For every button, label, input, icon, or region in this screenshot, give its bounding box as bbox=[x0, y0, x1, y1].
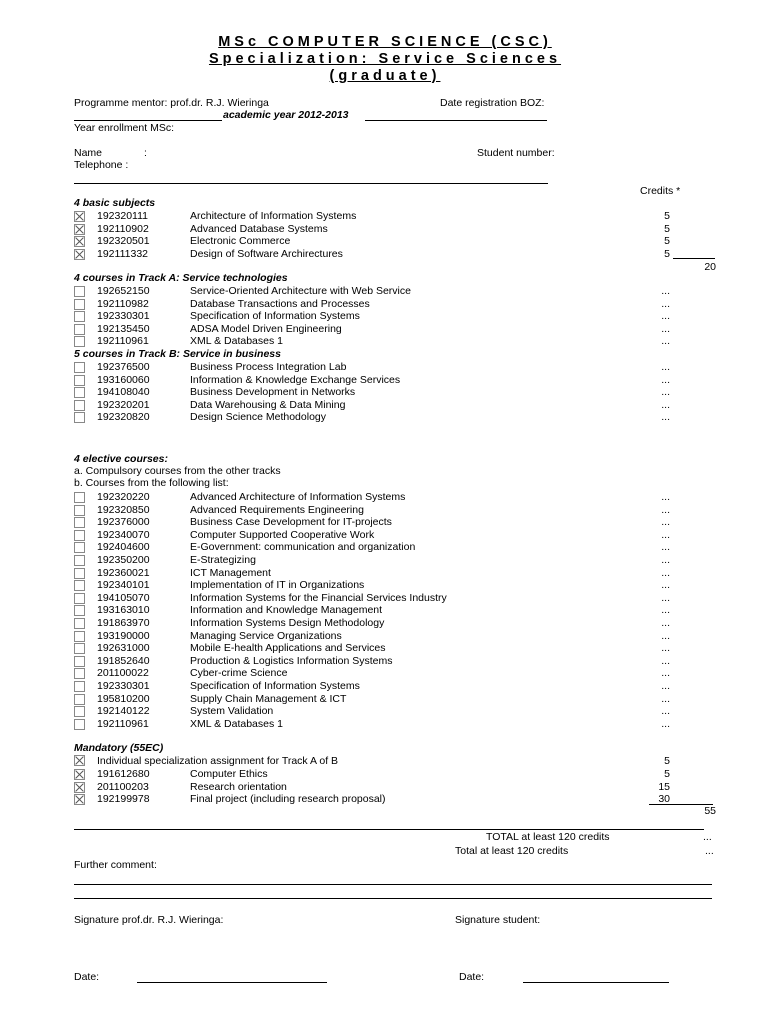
student-number-label: Student number: bbox=[477, 147, 555, 159]
course-name: Cyber-crime Science bbox=[190, 667, 288, 680]
document-title: MSc COMPUTER SCIENCE (CSC) bbox=[218, 34, 552, 50]
course-code: 191852640 bbox=[97, 654, 150, 667]
mandatory-total: 55 bbox=[704, 805, 716, 817]
checkbox[interactable] bbox=[74, 362, 85, 373]
course-name: XML & Databases 1 bbox=[190, 335, 283, 348]
checkbox[interactable] bbox=[74, 755, 85, 766]
course-credits: 5 bbox=[664, 247, 670, 260]
course-row bbox=[0, 529, 770, 541]
course-code: 192140122 bbox=[97, 705, 150, 718]
programme-mentor: Programme mentor: prof.dr. R.J. Wieringa bbox=[74, 97, 269, 109]
underline bbox=[74, 120, 222, 121]
course-row bbox=[0, 667, 770, 679]
elective-line-a: a. Compulsory courses from the other tracks bbox=[74, 465, 281, 477]
track-b-heading: 5 courses in Track B: Service in business bbox=[74, 348, 281, 360]
course-name: Final project (including research proposal) bbox=[190, 793, 386, 806]
course-code: 194105070 bbox=[97, 591, 150, 604]
course-credits: ... bbox=[661, 642, 670, 655]
course-code: 192340070 bbox=[97, 528, 150, 541]
course-name: Advanced Architecture of Information Systems bbox=[190, 491, 406, 503]
course-row bbox=[0, 223, 770, 235]
course-code: 192110902 bbox=[97, 222, 149, 235]
course-credits: ... bbox=[661, 411, 670, 424]
course-row bbox=[0, 705, 770, 717]
checkbox[interactable] bbox=[74, 719, 85, 730]
checkbox[interactable] bbox=[74, 324, 85, 335]
course-code: 193163010 bbox=[97, 604, 150, 617]
course-row bbox=[0, 630, 770, 642]
course-credits: ... bbox=[661, 398, 670, 411]
checkbox[interactable] bbox=[74, 492, 85, 503]
course-credits: ... bbox=[661, 591, 670, 604]
course-credits: ... bbox=[661, 604, 670, 617]
course-name: Computer Ethics bbox=[190, 768, 268, 780]
course-code: 192320850 bbox=[97, 503, 150, 516]
course-name: XML & Databases 1 bbox=[190, 717, 283, 730]
checkbox[interactable] bbox=[74, 236, 85, 247]
date-left-field[interactable] bbox=[137, 982, 327, 983]
course-credits: 15 bbox=[658, 780, 670, 793]
basic-total: 20 bbox=[704, 261, 716, 273]
course-row bbox=[0, 235, 770, 247]
checkbox[interactable] bbox=[74, 311, 85, 322]
course-credits: ... bbox=[661, 503, 670, 516]
telephone-label: Telephone : bbox=[74, 159, 129, 171]
course-row bbox=[0, 604, 770, 616]
course-name: Advanced Database Systems bbox=[190, 222, 328, 235]
course-code: 192199978 bbox=[97, 793, 150, 806]
course-name: Information & Knowledge Exchange Services bbox=[190, 373, 401, 386]
course-credits: ... bbox=[661, 692, 670, 705]
course-code: 192404600 bbox=[97, 541, 150, 554]
course-row bbox=[0, 617, 770, 629]
year-enrollment-label: Year enrollment MSc: bbox=[74, 122, 174, 134]
elective-line-b: b. Courses from the following list: bbox=[74, 477, 229, 489]
course-code: 192376000 bbox=[97, 516, 150, 529]
total-value-2: ... bbox=[705, 845, 714, 857]
course-name: Advanced Requirements Engineering bbox=[190, 503, 364, 516]
course-name: ADSA Model Driven Engineering bbox=[190, 322, 342, 335]
checkbox[interactable] bbox=[74, 580, 85, 591]
course-code: 192110982 bbox=[97, 297, 149, 310]
course-code: 192320820 bbox=[97, 411, 150, 424]
signature-mentor-label: Signature prof.dr. R.J. Wieringa: bbox=[74, 914, 224, 926]
course-code: 192652150 bbox=[97, 285, 150, 297]
course-name: Design Science Methodology bbox=[190, 411, 326, 424]
course-code: 192330301 bbox=[97, 680, 150, 692]
course-name: Business Process Integration Lab bbox=[190, 361, 347, 373]
course-credits: 5 bbox=[664, 768, 670, 780]
checkbox[interactable] bbox=[74, 681, 85, 692]
course-row bbox=[0, 680, 770, 692]
checkbox[interactable] bbox=[74, 656, 85, 667]
course-credits: ... bbox=[661, 386, 670, 399]
course-credits: ... bbox=[661, 541, 670, 554]
separator-line bbox=[74, 183, 548, 184]
course-row bbox=[0, 323, 770, 335]
course-code: 191863970 bbox=[97, 617, 150, 629]
course-name: E-Strategizing bbox=[190, 554, 256, 566]
checkbox[interactable] bbox=[74, 631, 85, 642]
course-row bbox=[0, 567, 770, 579]
course-credits: ... bbox=[661, 566, 670, 579]
course-credits: ... bbox=[661, 554, 670, 566]
course-code: 192320201 bbox=[97, 398, 150, 411]
course-row bbox=[0, 399, 770, 411]
course-code: 192330301 bbox=[97, 310, 150, 323]
mandatory-first-credits: 5 bbox=[664, 755, 670, 767]
total-value-1: ... bbox=[703, 831, 712, 843]
course-name: Managing Service Organizations bbox=[190, 629, 342, 642]
checkbox[interactable] bbox=[74, 555, 85, 566]
course-code: 192340101 bbox=[97, 579, 150, 592]
course-credits: ... bbox=[661, 491, 670, 503]
document-subtitle: Specialization: Service Sciences bbox=[208, 51, 562, 67]
mandatory-heading: Mandatory (55EC) bbox=[74, 742, 164, 754]
date-right-field[interactable] bbox=[523, 982, 669, 983]
checkbox[interactable] bbox=[74, 505, 85, 516]
course-name: Electronic Commerce bbox=[190, 235, 291, 248]
course-credits: ... bbox=[661, 310, 670, 323]
course-name: Information Systems for the Financial Services Industry bbox=[190, 591, 447, 604]
course-credits: ... bbox=[661, 322, 670, 335]
date-left-label: Date: bbox=[74, 971, 100, 983]
course-row bbox=[0, 491, 770, 503]
checkbox[interactable] bbox=[74, 211, 85, 222]
checkbox[interactable] bbox=[74, 517, 85, 528]
course-row bbox=[0, 411, 770, 423]
course-name: Research orientation bbox=[190, 780, 287, 793]
checkbox[interactable] bbox=[74, 224, 85, 235]
course-row bbox=[0, 642, 770, 654]
course-credits: ... bbox=[661, 667, 670, 680]
course-code: 201100022 bbox=[97, 667, 149, 680]
course-credits: ... bbox=[661, 361, 670, 373]
course-credits: 5 bbox=[664, 210, 670, 222]
course-credits: ... bbox=[661, 335, 670, 348]
checkbox[interactable] bbox=[74, 643, 85, 654]
signature-student-label: Signature student: bbox=[455, 914, 541, 926]
course-name: Business Case Development for IT-projects bbox=[190, 516, 392, 529]
checkbox[interactable] bbox=[74, 618, 85, 629]
elective-heading: 4 elective courses: bbox=[74, 453, 168, 465]
course-row bbox=[0, 298, 770, 310]
course-row bbox=[0, 335, 770, 347]
course-name: System Validation bbox=[190, 705, 274, 718]
further-comment-label: Further comment: bbox=[74, 859, 157, 871]
checkbox[interactable] bbox=[74, 605, 85, 616]
checkbox[interactable] bbox=[74, 375, 85, 386]
course-name: Information Systems Design Methodology bbox=[190, 617, 385, 629]
comment-line[interactable] bbox=[74, 884, 712, 885]
course-row bbox=[0, 285, 770, 297]
course-name: Database Transactions and Processes bbox=[190, 297, 370, 310]
checkbox[interactable] bbox=[74, 412, 85, 423]
document-subtitle-level: (graduate) bbox=[329, 68, 441, 84]
checkbox[interactable] bbox=[74, 706, 85, 717]
course-row bbox=[0, 693, 770, 705]
checkbox[interactable] bbox=[74, 400, 85, 411]
course-credits: ... bbox=[661, 617, 670, 629]
name-label: Name bbox=[74, 147, 103, 159]
course-credits: ... bbox=[661, 297, 670, 310]
checkbox[interactable] bbox=[74, 336, 85, 347]
course-code: 192320501 bbox=[97, 235, 150, 248]
course-credits: 30 bbox=[658, 793, 670, 806]
course-credits: ... bbox=[661, 654, 670, 667]
course-code: 192110961 bbox=[97, 717, 149, 730]
course-name: Specification of Information Systems bbox=[190, 310, 360, 323]
course-code: 193190000 bbox=[97, 629, 150, 642]
course-code: 192360021 bbox=[97, 566, 150, 579]
course-name: Service-Oriented Architecture with Web Service bbox=[190, 285, 411, 297]
checkbox[interactable] bbox=[74, 542, 85, 553]
comment-line[interactable] bbox=[74, 898, 712, 899]
total-label-2: Total at least 120 credits bbox=[455, 845, 569, 857]
course-credits: ... bbox=[661, 516, 670, 529]
course-name: Mobile E-health Applications and Services bbox=[190, 642, 386, 655]
checkbox[interactable] bbox=[74, 769, 85, 780]
course-row bbox=[0, 516, 770, 528]
course-code: 192376500 bbox=[97, 361, 150, 373]
course-row bbox=[0, 579, 770, 591]
checkbox[interactable] bbox=[74, 249, 85, 260]
checkbox[interactable] bbox=[74, 694, 85, 705]
course-row bbox=[0, 768, 770, 780]
course-credits: ... bbox=[661, 680, 670, 692]
course-row bbox=[0, 554, 770, 566]
course-name: Information and Knowledge Management bbox=[190, 604, 383, 617]
course-code: 192320220 bbox=[97, 491, 150, 503]
course-row bbox=[0, 504, 770, 516]
course-code: 192320111 bbox=[97, 210, 148, 222]
course-code: 194108040 bbox=[97, 386, 150, 399]
course-credits: ... bbox=[661, 579, 670, 592]
date-registration-label: Date registration BOZ: bbox=[440, 97, 545, 109]
course-code: 192135450 bbox=[97, 322, 150, 335]
separator-line bbox=[74, 829, 704, 830]
subtotal-line bbox=[673, 258, 715, 259]
course-code: 192350200 bbox=[97, 554, 150, 566]
checkbox[interactable] bbox=[74, 530, 85, 541]
course-row bbox=[0, 248, 770, 260]
course-name: Specification of Information Systems bbox=[190, 680, 360, 692]
course-credits: ... bbox=[661, 629, 670, 642]
course-row bbox=[0, 310, 770, 322]
checkbox[interactable] bbox=[74, 593, 85, 604]
track-a-heading: 4 courses in Track A: Service technologies bbox=[74, 272, 288, 284]
course-row bbox=[0, 210, 770, 222]
course-row bbox=[0, 592, 770, 604]
course-code: 195810200 bbox=[97, 692, 150, 705]
total-label-1: TOTAL at least 120 credits bbox=[486, 831, 610, 843]
checkbox[interactable] bbox=[74, 387, 85, 398]
course-credits: 5 bbox=[664, 235, 670, 248]
course-credits: ... bbox=[661, 717, 670, 730]
course-row bbox=[0, 361, 770, 373]
course-credits: ... bbox=[661, 373, 670, 386]
checkbox[interactable] bbox=[74, 794, 85, 805]
checkbox[interactable] bbox=[74, 299, 85, 310]
course-row bbox=[0, 655, 770, 667]
mandatory-first-name: Individual specialization assignment for Track A of B bbox=[97, 755, 339, 767]
course-code: 201100203 bbox=[97, 780, 149, 793]
name-colon: : bbox=[144, 147, 147, 159]
course-credits: ... bbox=[661, 528, 670, 541]
course-name: Design of Software Archirectures bbox=[190, 247, 343, 260]
course-name: Supply Chain Management & ICT bbox=[190, 692, 347, 705]
course-name: Data Warehousing & Data Mining bbox=[190, 398, 346, 411]
course-name: Computer Supported Cooperative Work bbox=[190, 528, 375, 541]
course-row bbox=[0, 374, 770, 386]
checkbox[interactable] bbox=[74, 286, 85, 297]
course-row bbox=[0, 386, 770, 398]
basic-subjects-heading: 4 basic subjects bbox=[74, 197, 156, 209]
course-code: 193160060 bbox=[97, 373, 150, 386]
course-code: 192631000 bbox=[97, 642, 150, 655]
course-credits: ... bbox=[661, 705, 670, 718]
academic-year: academic year 2012-2013 bbox=[223, 109, 349, 121]
checkbox[interactable] bbox=[74, 568, 85, 579]
course-name: Architecture of Information Systems bbox=[190, 210, 357, 222]
course-name: Production & Logistics Information Systems bbox=[190, 654, 393, 667]
course-row bbox=[0, 781, 770, 793]
course-name: Implementation of IT in Organizations bbox=[190, 579, 365, 592]
course-row bbox=[0, 718, 770, 730]
underline bbox=[365, 120, 547, 121]
course-name: E-Government: communication and organization bbox=[190, 541, 416, 554]
course-credits: 5 bbox=[664, 222, 670, 235]
checkbox[interactable] bbox=[74, 668, 85, 679]
course-code: 192111332 bbox=[97, 247, 148, 260]
course-credits: ... bbox=[661, 285, 670, 297]
checkbox[interactable] bbox=[74, 782, 85, 793]
course-code: 192110961 bbox=[97, 335, 149, 348]
course-code: 191612680 bbox=[97, 768, 150, 780]
course-row bbox=[0, 541, 770, 553]
course-name: Business Development in Networks bbox=[190, 386, 356, 399]
credits-header: Credits * bbox=[640, 185, 681, 197]
date-right-label: Date: bbox=[459, 971, 485, 983]
course-name: ICT Management bbox=[190, 566, 271, 579]
